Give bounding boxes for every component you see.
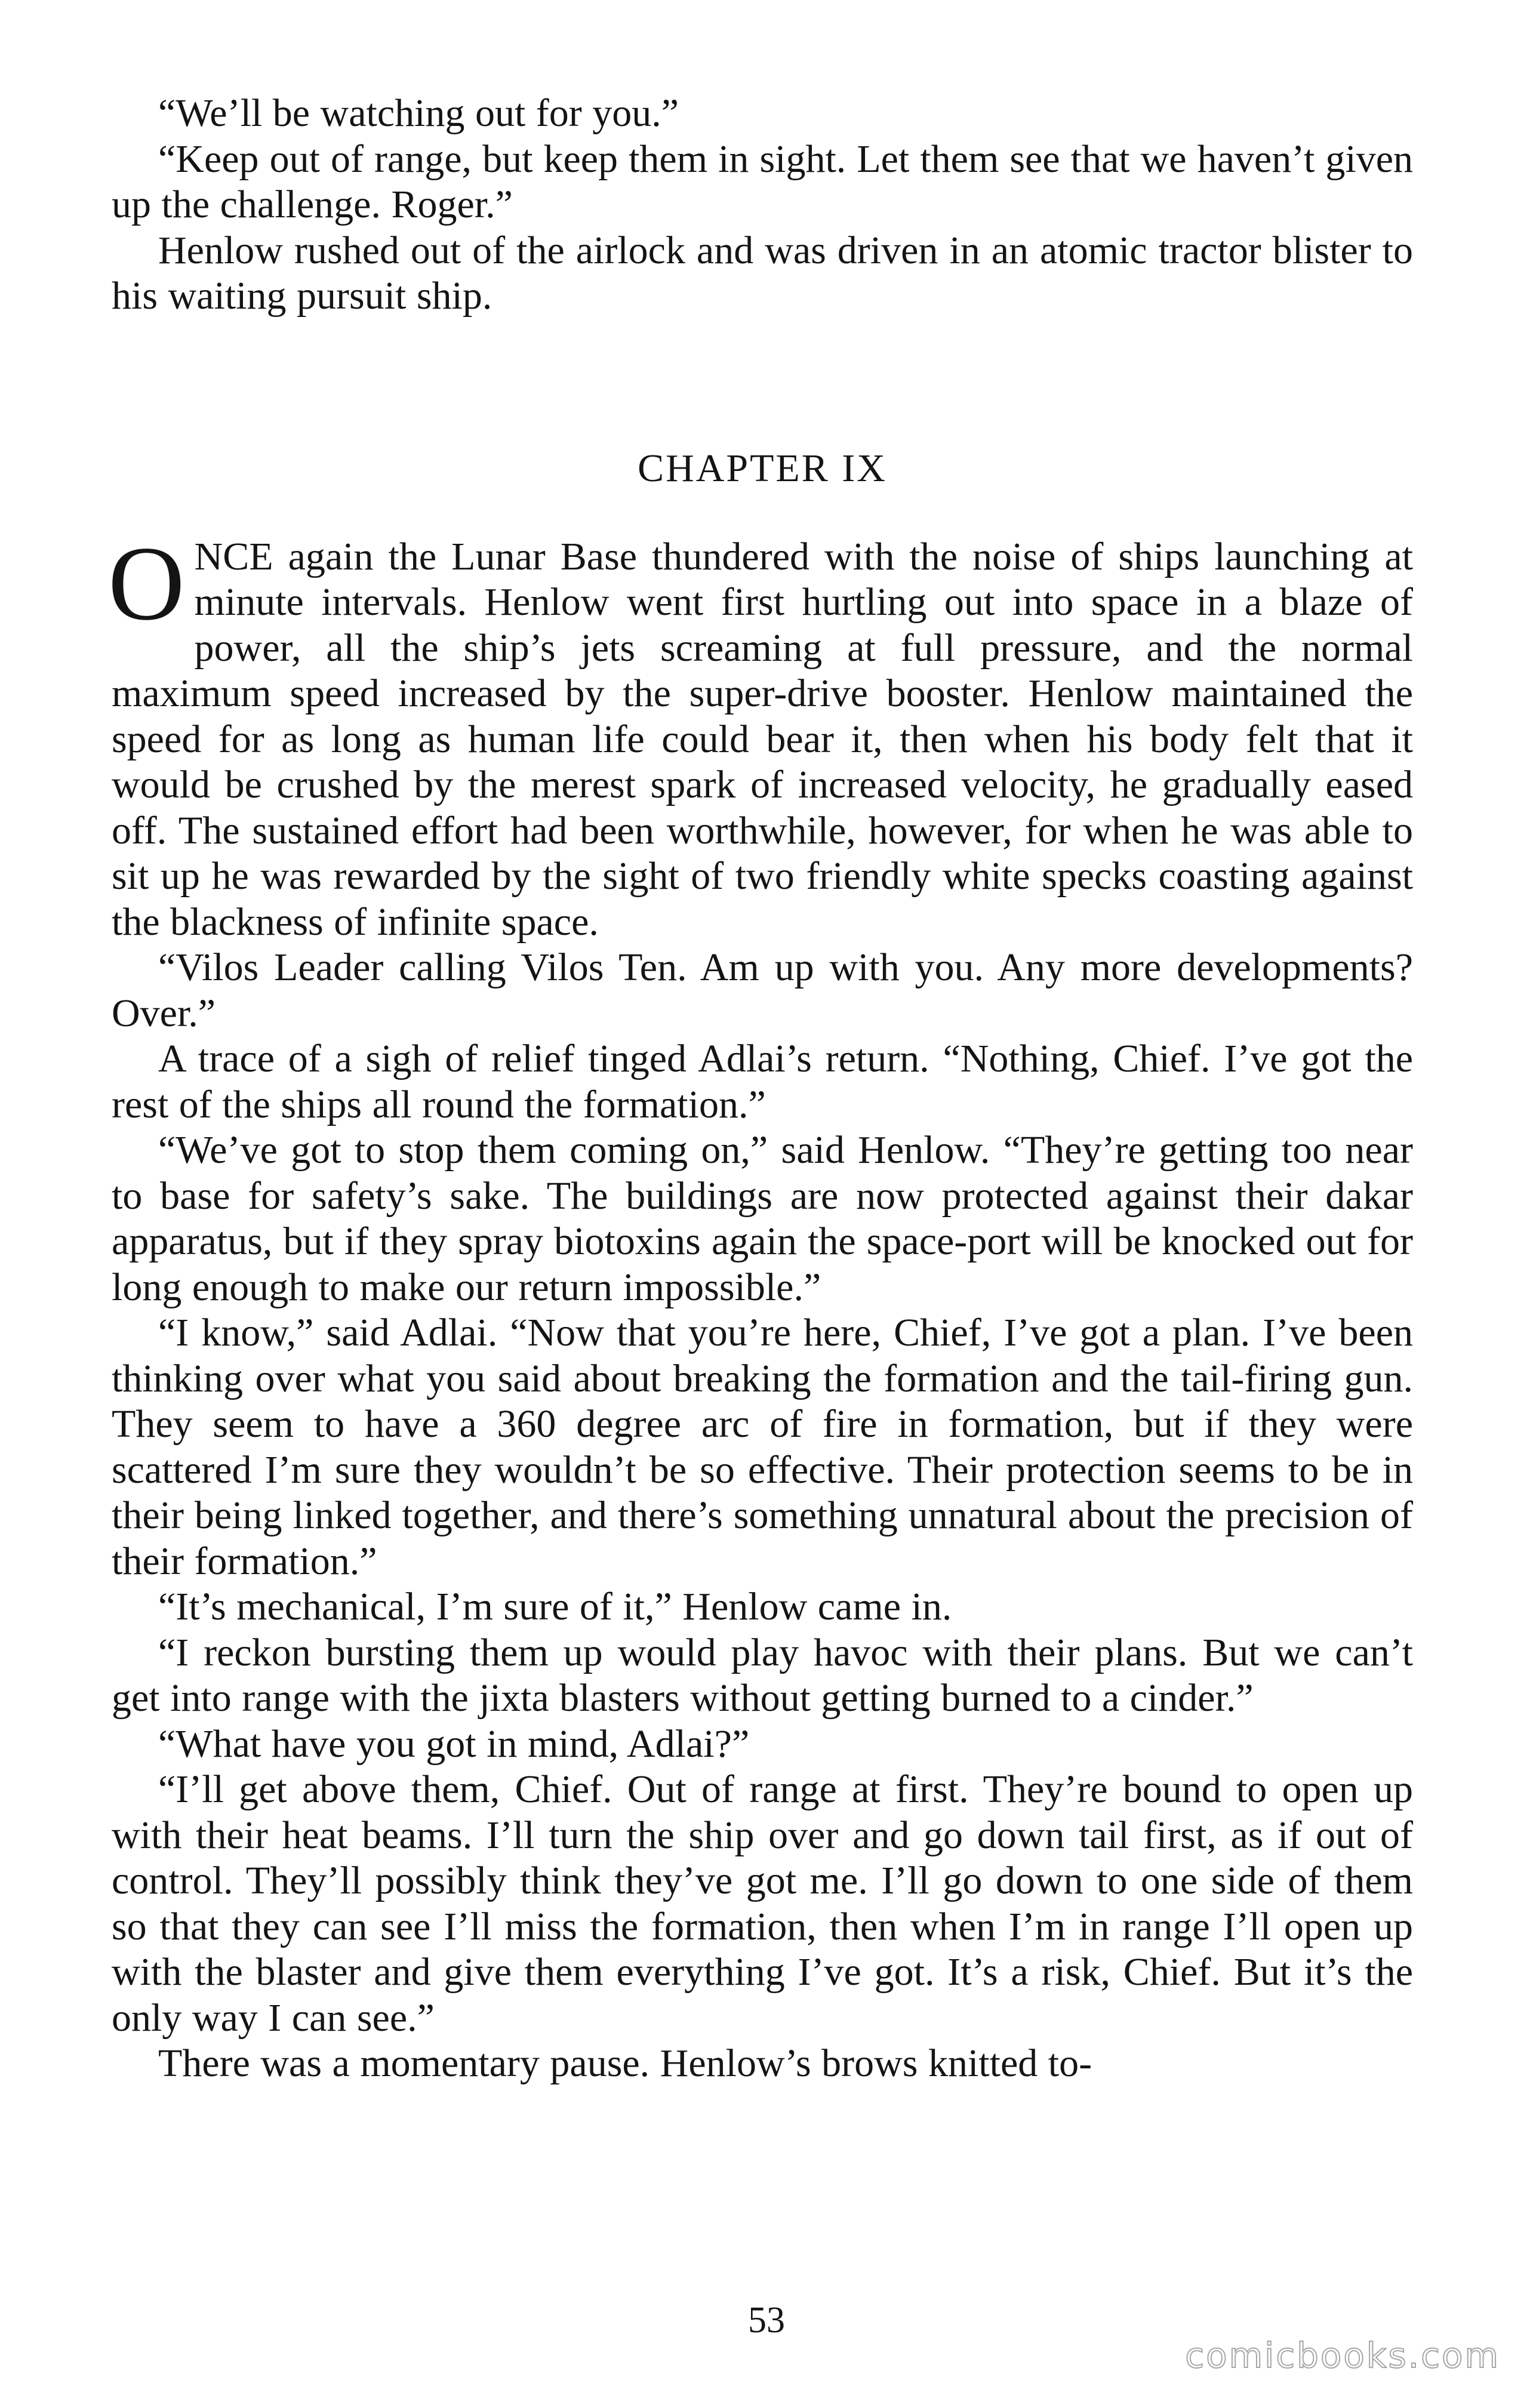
paragraph: “We’ll be watching out for you.” [158,91,679,135]
opening-paragraph [108,524,1413,946]
paragraph: Henlow rushed out of the airlock and was driven in an atomic tractor blister to his waiting pursuit ship. [112,228,1413,318]
paragraph: “I’ll get above them, Chief. Out of range at first. They’re bound to open up with their heat beams. I’ll turn the ship over and go down tail first, as if out of control. They’ll possibly think they’ve got me. I’ll go down to one side of them so that they can see I’ll miss the formation, then when I’m in range I’ll open up with the blaster and give them everything I’ve got. It’s a risk, Chief. But it’s the only way I can see.” [112,1767,1413,2040]
paragraph: There was a momentary pause. Henlow’s brows knitted to- [158,2041,1092,2085]
opening-text: NCE again the Lunar Base thundered with the noise of ships launching at minute intervals. Henlow went first hurtling out into space in a blaze of power, all the ship’s jets screaming at full pressure, and the normal maximum speed increased by the super-drive booster. Henlow maintained the speed for as long as human life could bear it, then when his body felt that it would be crushed by the merest spark of increased velocity, he gradually eased off. The sustained effort had been worthwhile, however, for when he was able to sit up he was rewarded by the sight of two friendly white specks coasting against the blackness of infinite space. [112,534,1413,944]
paragraph: “I reckon bursting them up would play havoc with their plans. But we can’t get into range with the jixta blasters without getting burned to a cinder.” [112,1630,1413,1720]
body-text [108,91,1413,2087]
paragraph: “Keep out of range, but keep them in sight. Let them see that we haven’t given up the challenge. Roger.” [112,137,1413,226]
watermark: comicbooks.com [1185,2335,1500,2376]
paragraph: A trace of a sigh of relief tinged Adlai’s return. “Nothing, Chief. I’ve got the rest of the ships all round the formation.” [112,1037,1413,1126]
book-page [108,91,1413,2087]
page-number: 53 [748,2300,785,2341]
chapter-heading: CHAPTER IX [638,446,887,490]
paragraph: “It’s mechanical, I’m sure of it,” Henlow came in. [158,1585,952,1628]
paragraph: “We’ve got to stop them coming on,” said Henlow. “They’re getting too near to base for safety’s sake. The buildings are now protected against their dakar apparatus, but if they spray biotoxins again the space-port will be knocked out for long enough to make our return impossible.” [112,1128,1413,1309]
paragraph: “What have you got in mind, Adlai?” [158,1722,750,1766]
paragraph: “I know,” said Adlai. “Now that you’re here, Chief, I’ve got a plan. I’ve been thinking over what you said about breaking the formation and the tail-firing gun. They seem to have a 360 degree arc of fire in formation, but if they were scattered I’m sure they wouldn’t be so effective. Their protection seems to be in their being linked together, and there’s something unnatural about the precision of their formation.” [112,1311,1413,1583]
paragraph: “Vilos Leader calling Vilos Ten. Am up with you. Any more developments? Over.” [112,946,1413,1035]
drop-cap: O [108,524,185,642]
